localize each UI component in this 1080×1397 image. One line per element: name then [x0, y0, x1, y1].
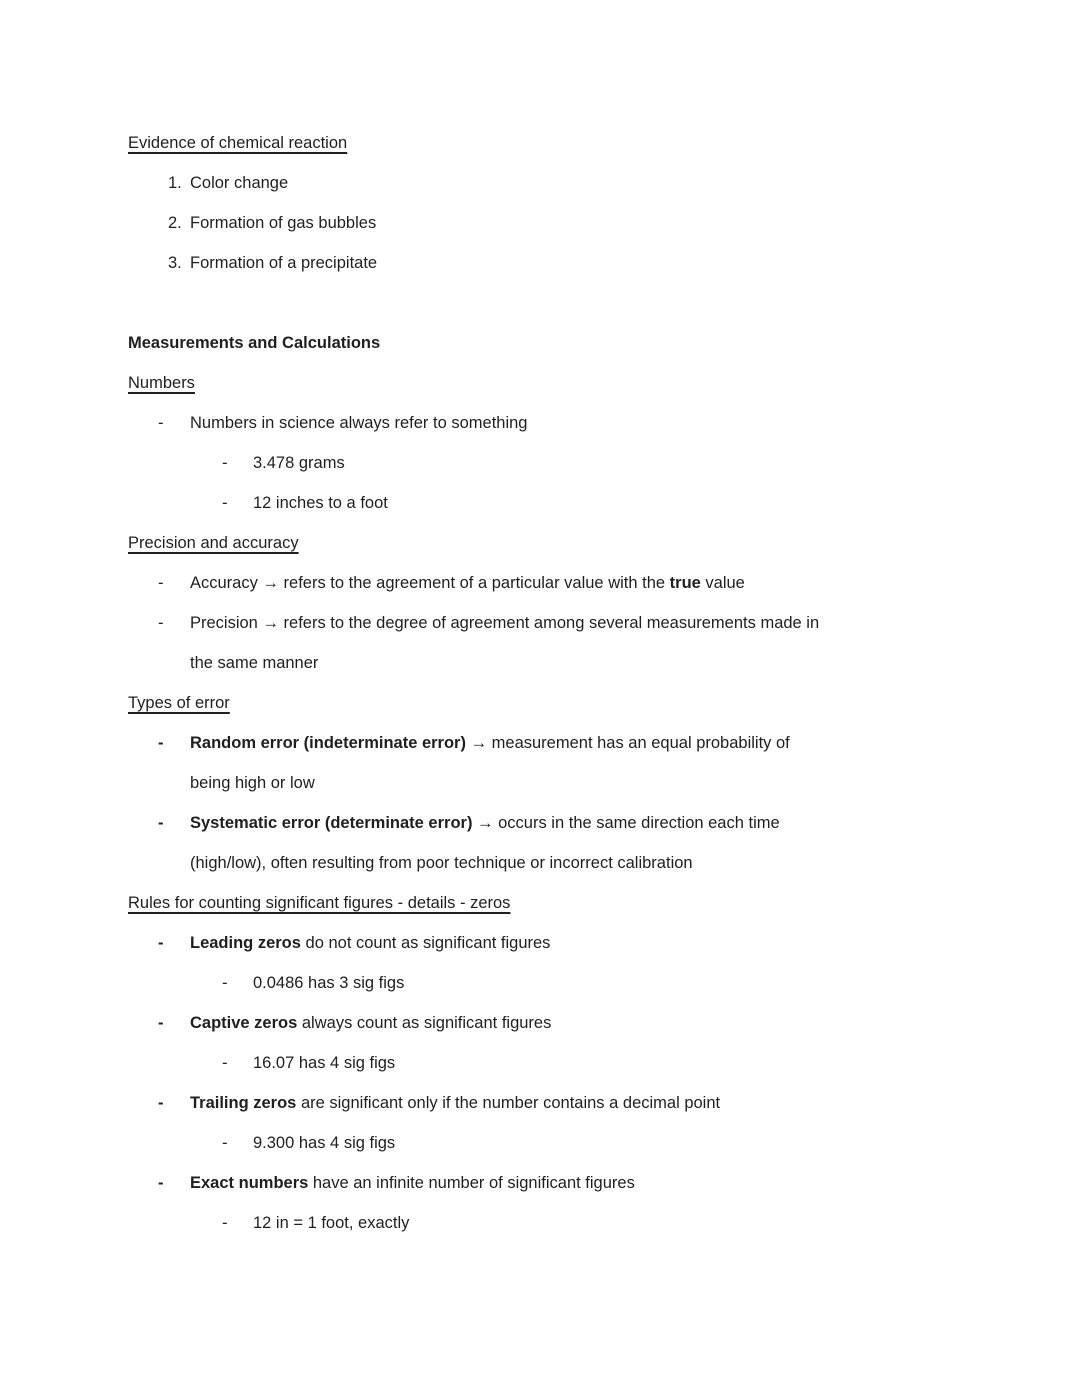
dash-bullet: -	[158, 1014, 164, 1032]
bullet-text: 3.478 grams	[253, 454, 345, 472]
bullet-captive-zeros	[128, 1003, 980, 1043]
dash-bullet: -	[158, 614, 164, 632]
heading-types-of-error: Types of error	[128, 694, 230, 712]
dash-bullet: -	[222, 1054, 228, 1072]
list-number: 1.	[168, 174, 182, 192]
text-segment: → measurement has an equal probability of	[465, 734, 790, 752]
sub-bullet-inches-example	[128, 483, 980, 523]
bullet-text: being high or low	[190, 774, 315, 792]
bold-text-exact-numbers: Exact numbers	[190, 1174, 309, 1192]
list-item-text: Formation of gas bubbles	[190, 214, 377, 232]
bullet-text	[190, 1014, 551, 1032]
bullet-exact-numbers	[128, 1163, 980, 1203]
bullet-random-error-wrap	[128, 763, 980, 803]
list-number: 3.	[168, 254, 182, 272]
bold-text-random-error: Random error (indeterminate error)	[190, 734, 466, 752]
sub-bullet-captive-zeros-example	[128, 1043, 980, 1083]
bullet-text: Numbers in science always refer to something	[190, 414, 528, 432]
dash-bullet: -	[158, 1094, 164, 1112]
bold-text-captive-zeros: Captive zeros	[190, 1014, 298, 1032]
bullet-text: 12 inches to a foot	[253, 494, 388, 512]
heading-sig-fig-rules: Rules for counting significant figures - details - zeros	[128, 894, 511, 912]
bullet-text: 16.07 has 4 sig figs	[253, 1054, 396, 1072]
ordered-item-gas-bubbles	[128, 203, 980, 243]
text-segment: value	[700, 574, 745, 592]
dash-bullet: -	[158, 734, 164, 752]
dash-bullet: -	[222, 974, 228, 992]
bullet-text	[190, 934, 550, 952]
bullet-text: the same manner	[190, 654, 319, 672]
bullet-systematic-error-wrap	[128, 843, 980, 883]
heading-measurements-and-calculations: Measurements and Calculations	[128, 334, 381, 352]
sub-bullet-leading-zeros-example	[128, 963, 980, 1003]
bold-text-leading-zeros: Leading zeros	[190, 934, 301, 952]
dash-bullet: -	[158, 814, 164, 832]
dash-bullet: -	[222, 1134, 228, 1152]
bullet-text: (high/low), often resulting from poor technique or incorrect calibration	[190, 854, 693, 872]
dash-bullet: -	[222, 1214, 228, 1232]
bullet-text	[190, 1094, 720, 1112]
sub-bullet-trailing-zeros-example	[128, 1123, 980, 1163]
dash-bullet: -	[158, 574, 164, 592]
dash-bullet: -	[158, 934, 164, 952]
dash-bullet: -	[158, 414, 164, 432]
dash-bullet: -	[222, 454, 228, 472]
list-item-text: Color change	[190, 174, 289, 192]
bullet-text: 12 in = 1 foot, exactly	[253, 1214, 410, 1232]
bullet-text	[190, 734, 790, 752]
bullet-trailing-zeros	[128, 1083, 980, 1123]
text-segment: do not count as significant figures	[300, 934, 551, 952]
bullet-text	[190, 574, 745, 592]
bullet-numbers-in-science	[128, 403, 980, 443]
sub-bullet-exact-numbers-example	[128, 1203, 980, 1243]
bullet-text	[190, 814, 780, 832]
ordered-item-precipitate	[128, 243, 980, 283]
heading-precision-and-accuracy: Precision and accuracy	[128, 534, 299, 552]
bold-text-trailing-zeros: Trailing zeros	[190, 1094, 297, 1112]
list-item-text: Formation of a precipitate	[190, 254, 378, 272]
dash-bullet: -	[158, 1174, 164, 1192]
dash-bullet: -	[222, 494, 228, 512]
bold-text-true: true	[669, 574, 701, 592]
bold-text-systematic-error: Systematic error (determinate error)	[190, 814, 473, 832]
text-segment: → occurs in the same direction each time	[472, 814, 780, 832]
blank-line	[128, 283, 980, 323]
bullet-systematic-error	[128, 803, 980, 843]
bullet-text	[190, 1174, 635, 1192]
bullet-precision-definition	[128, 603, 980, 643]
ordered-item-color-change	[128, 163, 980, 203]
bullet-text: Precision → refers to the degree of agreement among several measurements made in	[190, 614, 820, 632]
text-segment: have an infinite number of significant figures	[308, 1174, 635, 1192]
bullet-leading-zeros	[128, 923, 980, 963]
heading-numbers: Numbers	[128, 374, 195, 392]
bullet-precision-definition-wrap	[128, 643, 980, 683]
bullet-text: 9.300 has 4 sig figs	[253, 1134, 396, 1152]
bullet-accuracy-definition	[128, 563, 980, 603]
text-segment: always count as significant figures	[297, 1014, 552, 1032]
text-segment: Accuracy → refers to the agreement of a particular value with the	[190, 574, 670, 592]
text-segment: are significant only if the number contains a decimal point	[296, 1094, 721, 1112]
bullet-random-error	[128, 723, 980, 763]
list-number: 2.	[168, 214, 182, 232]
heading-evidence-of-chemical-reaction: Evidence of chemical reaction	[128, 134, 348, 152]
bullet-text: 0.0486 has 3 sig figs	[253, 974, 405, 992]
sub-bullet-grams-example	[128, 443, 980, 483]
